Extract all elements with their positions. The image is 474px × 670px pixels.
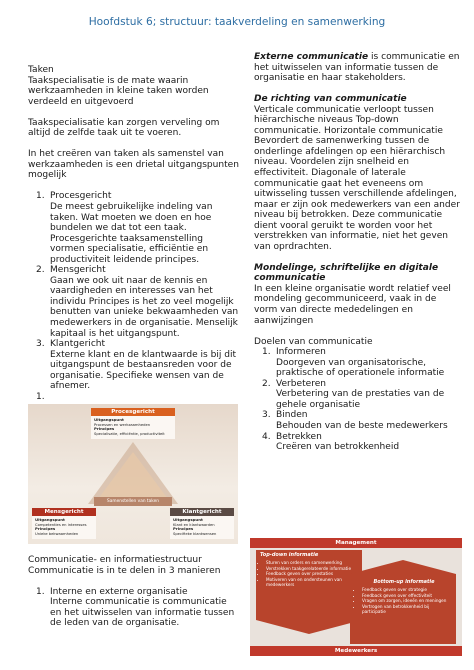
comm-text: Communicatie is in te delen in 3 manieren bbox=[28, 565, 221, 576]
comm-heading: Communicatie- en informatiestructuur bbox=[28, 555, 202, 565]
list-item-title: Verbeteren bbox=[276, 378, 327, 389]
list-item-body: Creëren van betrokkenheid bbox=[276, 442, 400, 453]
list-item-title: Procesgericht bbox=[50, 191, 112, 202]
list-item-title: Informeren bbox=[276, 347, 326, 358]
externe-heading: Externe communicatie bbox=[254, 52, 369, 62]
list-item-body: Interne communicatie is communicatie en het uitwisselen van informatie tussen de leden van de organisatie. bbox=[50, 597, 235, 629]
taken-diagram bbox=[28, 404, 238, 544]
left-column bbox=[28, 65, 240, 402]
richting-heading: De richting van communicatie bbox=[254, 94, 407, 105]
list-item-title: Betrekken bbox=[276, 431, 322, 442]
uitgangspunten-list bbox=[28, 191, 240, 402]
externe-text: is communicatie en het uitwisselen van informatie tussen de organisatie en haar stakeholders. bbox=[254, 52, 460, 84]
list-item: 2. Verbeteren Verbetering van de prestaties van de gehele organisatie bbox=[254, 379, 460, 411]
list-item-body: Externe klant en de klantwaarde is bij dit uitgangspunt de bestaansreden voor de organisatie. Specifieke wensen van de afnemer. bbox=[50, 349, 237, 392]
medewerkers-bar: Medewerkers bbox=[250, 646, 462, 656]
list-item-body: Gaan we ook uit naar de kennis en vaardigheden en interesses van het individu Principes is het zo veel mogelijk benutten van unieke bekwaamheden van medewerkers in de organisatie. Menselijk kapitaal is het uitgangspunt. bbox=[50, 275, 239, 339]
communicatie-diagram bbox=[250, 538, 462, 656]
list-item: 3. Binden Behouden van de beste medewerkers bbox=[254, 410, 460, 431]
procesgericht-box: Procesgericht Uitgangspunt Processen en werkzaamheden Principes Specialisatie, efficiëntie, productiviteit bbox=[91, 408, 175, 439]
creeren-text: In het creëren van taken als samenstel van werkzaamheden is een drietal uitgangspunten mogelijk bbox=[28, 149, 239, 181]
topdown-panel: Top-down informatie • Sturen van orders en samenwerking • Verstrekken taakgerelateerde informatie • Feedback geven over prestaties • Motiveren van en ondersteunen van medewerkers bbox=[256, 551, 362, 589]
list-item-body: Doorgeven van organisatorische, praktische of operationele informatie bbox=[276, 357, 445, 379]
doelen-heading: Doelen van communicatie bbox=[254, 336, 373, 347]
mondeling-text: In een kleine organisatie wordt relatief veel mondeling gecommuniceerd, vaak in de vorm van directe mededelingen en aanwijzingen bbox=[254, 283, 451, 326]
list-item-body: De meest gebruikelijke indeling van taken. Wat moeten we doen en hoe bundelen we dat tot een taak. Procesgerichte taaksamenstelling vormen specialisatie, efficiëntie en productiviteit leidende principes. bbox=[50, 201, 213, 265]
richting-text: Verticale communicatie verloopt tussen hiërarchische niveaus Top-down communicatie. Horizontale communicatie Bevordert de samenwerking tussen de onderlinge afdelingen op een hiërarchisch niveau. Voordelen zijn snelheid en effectiviteit. Diagonale of laterale communicatie gaat het eveneens om uitwisseling tussen verschillende afdelingen, maar er zijn ook medewerkers van een ander niveau bij betrokken. Deze communicatie dient vooral geruikt te worden voor het verstrekken van informatie, niet het geven van oprdrachten. bbox=[254, 104, 460, 252]
taken-heading: Taken bbox=[28, 65, 54, 75]
list-item: 1. Procesgericht De meest gebruikelijke indeling van taken. Wat moeten we doen en hoe bundelen we dat tot een taak. Procesgerichte taaksamenstelling vormen specialisatie, efficiëntie en productiviteit leidende principes. bbox=[28, 191, 240, 265]
doelen-list bbox=[254, 347, 460, 452]
list-item-title: Mensgericht bbox=[50, 265, 106, 276]
list-item-body: Behouden van de beste medewerkers bbox=[276, 421, 448, 431]
list-item-title: Binden bbox=[276, 410, 308, 421]
list-item: 3. Klantgericht Externe klant en de klantwaarde is bij dit uitgangspunt de bestaansreden voor de organisatie. Specifieke wensen van de afnemer. bbox=[28, 339, 240, 392]
right-column bbox=[254, 52, 460, 453]
communicatie-section bbox=[28, 555, 240, 629]
taken-text: Taakspecialisatie is de mate waarin werkzaamheden in kleine taken worden verdeeld en uitgevoerd bbox=[28, 75, 209, 107]
mensgericht-box: Mensgericht Uitgangspunt Competenties en interesses Principes Unieke bekwaamheden bbox=[32, 508, 96, 539]
list-item: 1. Informeren Doorgeven van organisatorische, praktische of operationele informatie bbox=[254, 347, 460, 379]
list-item: 4. Betrekken Creëren van betrokkenheid bbox=[254, 432, 460, 453]
list-item: 1. bbox=[36, 391, 45, 402]
klantgericht-box: Klantgericht Uitgangspunt Klant en klantwaarden Principes Specifieke klantwensen bbox=[170, 508, 234, 539]
list-item-title: Interne en externe organisatie bbox=[50, 586, 188, 597]
list-item-title: Klantgericht bbox=[50, 339, 106, 350]
management-bar: Management bbox=[250, 538, 462, 548]
verveling-text: Taakspecialisatie kan zorgen verveling om altijd de zelfde taak uit te voeren. bbox=[28, 117, 220, 139]
list-item: 2. Mensgericht Gaan we ook uit naar de kennis en vaardigheden en interesses van het individu Principes is het zo veel mogelijk benutten van unieke bekwaamheden van medewerkers in de organisatie. Menselijk kapitaal is het uitgangspunt. bbox=[36, 265, 239, 339]
list-item: 1. Interne en externe organisatie Interne communicatie is communicatie en het uitwisselen van informatie tussen de leden van de organisatie. bbox=[28, 587, 240, 629]
bottomup-panel: Bottom-up informatie • Feedback geven over strategie • Feedback geven over effectiviteit • Vragen om zorgen, ideeën en meningen • Vertrogen van betrokkenheid bij participatie bbox=[352, 578, 456, 616]
page-title: Hoofdstuk 6; structuur: taakverdeling en samenwerking bbox=[88, 16, 386, 28]
mondeling-heading: Mondelinge, schriftelijke en digitale communicatie bbox=[254, 262, 439, 284]
samenstellen-label: Samenstellen van taken bbox=[107, 499, 159, 504]
list-item-body: Verbetering van de prestaties van de gehele organisatie bbox=[276, 389, 445, 410]
